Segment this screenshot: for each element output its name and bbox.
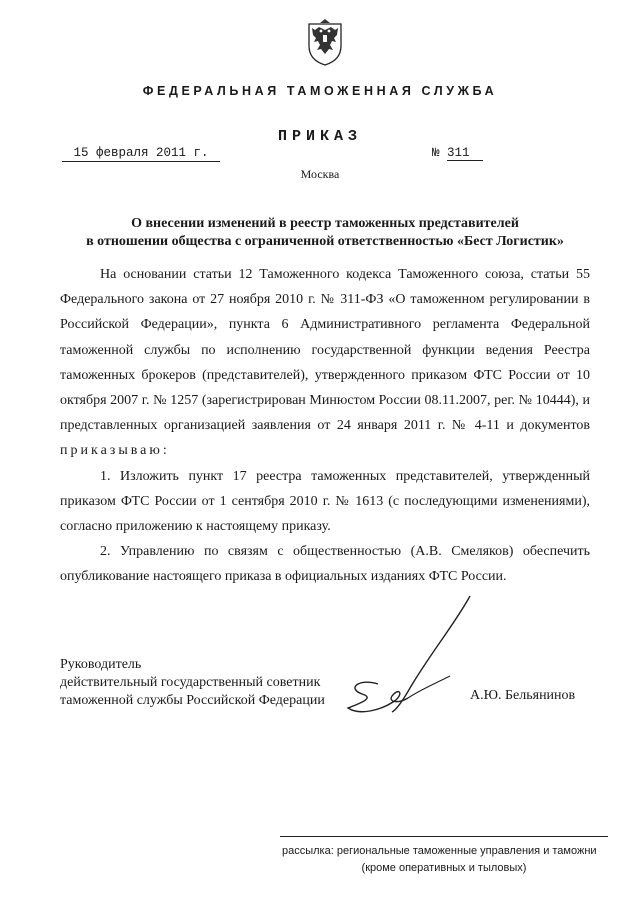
city: Москва: [300, 167, 340, 181]
document-body: [60, 262, 590, 590]
handwritten-signature: [338, 592, 508, 732]
agency-name: ФЕДЕРАЛЬНАЯ ТАМОЖЕННАЯ СЛУЖБА: [142, 84, 498, 98]
number-prefix: №: [432, 146, 440, 160]
signatory-name: А.Ю. Бельянинов: [470, 688, 576, 703]
coat-of-arms-icon: [303, 18, 347, 66]
document-type: ПРИКАЗ: [277, 128, 362, 145]
distribution-line-2: (кроме оперативных и тыловых): [361, 862, 527, 874]
signatory-line-1: Руководитель: [60, 657, 142, 672]
distribution-list: [280, 836, 608, 877]
signatory-line-3: таможенной службы Российской Федерации: [60, 693, 325, 708]
document-date: 15 февраля 2011 г.: [62, 146, 220, 162]
preamble-text: На основании статьи 12 Таможенного кодекса Таможенного союза, статьи 55 Федерального закона от 27 ноября 2010 г. № 311-ФЗ «О таможенном регулировании в Российской Федерации», пункта 6 Административного регламента Федеральной таможенной службы по исполнению государственной функции ведения Реестра таможенных брокеров (представителей), утвержденного приказом ФТС России от 10 октября 2007 г. № 1257 (зарегистрирован Минюстом России 08.11.2007, рег. № 10444), и представленных организацией заявления от 24 января 2011 г. № 4-11 и документов: [60, 267, 590, 434]
number-value: 311: [447, 146, 483, 161]
preamble-paragraph: [60, 262, 590, 464]
title-line-2: в отношении общества с ограниченной ответственностью «Бест Логистик»: [86, 234, 564, 249]
order-item-1: 1. Изложить пункт 17 реестра таможенных представителей, утвержденный приказом ФТС России от 1 сентября 2010 г. № 1613 (с последующими изменениями), согласно приложению к настоящему приказу.: [60, 468, 590, 535]
order-item-2: 2. Управлению по связям с общественностью (А.В. Смеляков) обеспечить опубликование настоящего приказа в официальных изданиях ФТС России.: [60, 544, 590, 585]
distribution-line-1: рассылка: региональные таможенные управления и таможни: [282, 845, 597, 857]
order-word: приказываю:: [60, 443, 170, 459]
title-line-1: О внесении изменений в реестр таможенных представителей: [131, 216, 519, 231]
document-number: [432, 146, 502, 161]
document-title: [60, 215, 590, 251]
signatory-line-2: действительный государственный советник: [60, 675, 321, 690]
signatory-position: [60, 656, 360, 710]
